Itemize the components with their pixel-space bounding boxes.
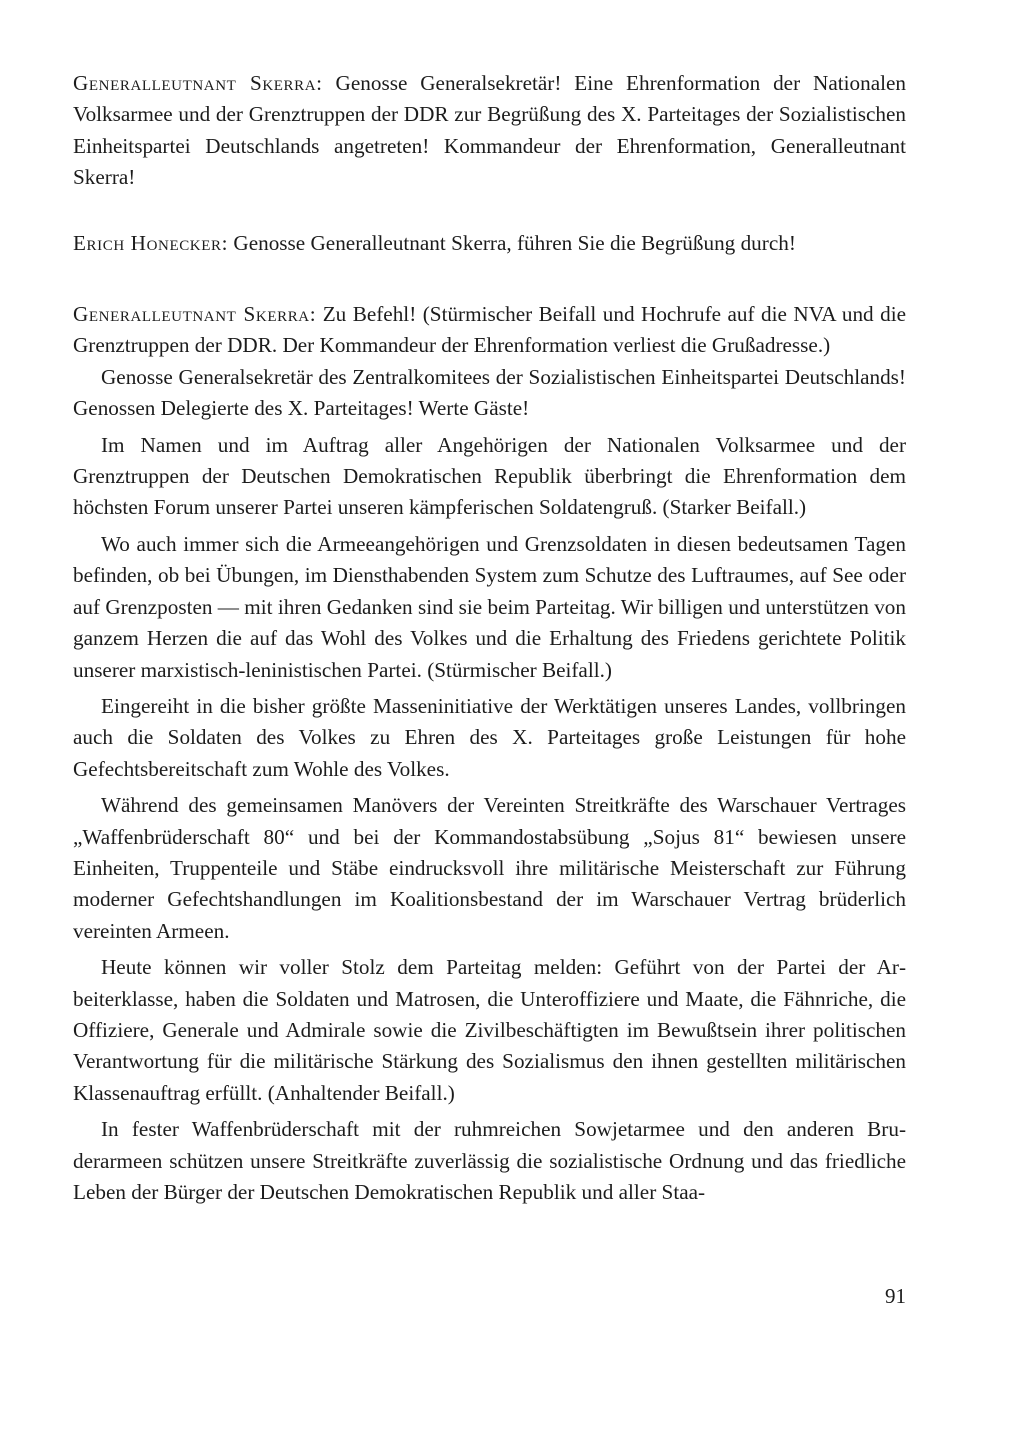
speech-text: Zu Befehl! (Stürmischer Beifall und Hochrufe auf die NVA und die Grenztruppen der DDR. Der Kommandeur der Ehrenformation verliest die Grußadresse.) [73,302,907,358]
paragraph: In fester Waffenbrüderschaft mit der ruhmreichen Sowjetarmee und den anderen Bruderarmeen schützen unsere Streitkräfte zuverlässig die sozialistische Ordnung und das friedliche Leben der Bürger der Deutschen Demokratischen Republik und aller Staa- [73,1117,906,1204]
paragraph: Wo auch immer sich die Armeeangehörigen und Grenzsoldaten in diesen bedeutsamen Tagen befinden, ob bei Übungen, im Diensthabenden System zum Schutze des Luftraumes, auf See oder auf Grenzposten — mit ihren Gedanken sind sie beim Parteitag. Wir billigen und unterstützen von ganzem Herzen die auf das Wohl des Volkes und die Erhaltung des Friedens gerichtete Politik unserer marxistisch-leninistischen Partei. (Stürmischer Beifall.) [73,531,906,682]
paragraph: Genosse Generalsekretär des Zentralkomitees der Sozialistischen Einheitspartei Deutschlands! Genossen Delegierte des X. Parteitages! Werte Gäste! [73,364,906,421]
speaker-name: Generalleutnant Skerra: [73,71,323,95]
document-page [73,68,906,1208]
speech-text: Genosse Generalleutnant Skerra, führen Sie die Begrüßung durch! [228,230,796,255]
page-number: 91 [885,1284,906,1308]
speech-block-honecker [73,228,906,259]
speech-text: Genosse Generalsekretär! Eine Ehrenformation der Nationalen Volksarmee und der Grenztruppen der DDR zur Begrüßung des X. Parteitages der Sozialistischen Einheitspartei Deutschlands angetreten! Kommandeur der Ehrenformation, Generalleutnant Skerra! [73,71,906,190]
speech-block-skerra-2 [73,299,906,362]
paragraph: Heute können wir voller Stolz dem Parteitag melden: Geführt von der Partei der Arbeiterklasse, haben die Soldaten und Matrosen, die Unteroffiziere und Maate, die Fähnriche, die Offiziere, Generale und Admirale sowie die Zivilbeschäftigten im Bewußtsein ihrer politischen Verantwortung für die militärische Stärkung des Sozialismus den ihnen gestellten militärischen Klassenauftrag erfüllt. (Anhaltender Beifall.) [73,955,906,1105]
paragraph: Im Namen und im Auftrag aller Angehörigen der Nationalen Volksarmee und der Grenztruppen der Deutschen Demokratischen Republik überbringt die Ehrenformation dem höchsten Forum unserer Partei unseren kämpferischen Soldatengruß. (Starker Beifall.) [73,432,906,520]
speech-block-skerra-1 [73,68,906,194]
paragraph: Während des gemeinsamen Manövers der Vereinten Streitkräfte des Warschauer Vertrages „Waffenbrüderschaft 80“ und bei der Kommandostabsübung „Sojus 81“ bewiesen unsere Einheiten, Truppenteile und Stäbe eindrucksvoll ihre militärische Meisterschaft zur Führung moderner Gefechtshandlungen im Koalitionsbestand der im Warschauer Vertrag brüderlich vereinten Armeen. [73,793,906,943]
speaker-name: Generalleutnant Skerra: [73,302,317,327]
paragraph: Eingereiht in die bisher größte Masseninitiative der Werktätigen unseres Landes, vollbringen auch die Soldaten des Volkes zu Ehren des X. Parteitages große Leistungen für hohe Gefechtsbereitschaft zum Wohle des Volkes. [73,693,906,781]
speaker-name: Erich Honecker: [73,230,229,255]
